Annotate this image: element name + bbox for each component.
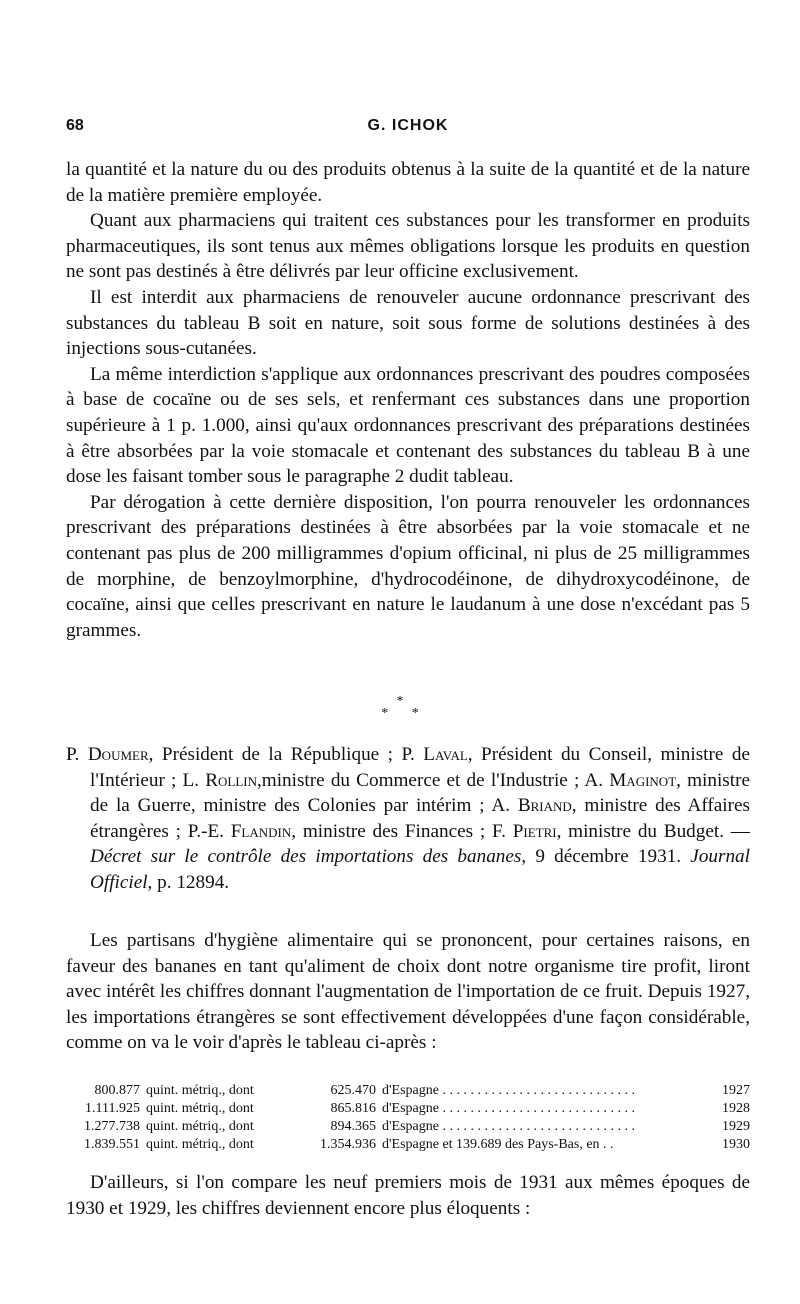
table-row — [66, 1118, 750, 1136]
quantity-cell: 1.111.925 — [85, 1101, 140, 1116]
unit-cell: quint. métriq., dont — [146, 1119, 254, 1134]
decree-text: , ministre des Finances ; F. — [291, 820, 513, 842]
leader-dots: . . . . . . . . . . . . . . . . . . . . . . . . . . . . — [438, 1119, 635, 1134]
decree-text: , 9 décembre 1931. — [521, 846, 691, 868]
paragraph-3: Il est interdit aux pharmaciens de renouveler aucune ordonnance prescrivant des substances du tableau B soit en nature, soit sous forme de solutions destinées à des injections sous-cutanées. — [66, 286, 750, 360]
origin-text: d'Espagne — [382, 1083, 439, 1098]
page-header — [66, 117, 750, 141]
origin-cell — [376, 1136, 706, 1154]
spain-cell: 865.816 — [330, 1101, 376, 1116]
name-laval: Laval — [423, 744, 468, 765]
table-row — [66, 1136, 750, 1154]
paragraph-1: la quantité et la nature du ou des produits obtenus à la suite de la quantité et de la nature de la matière première employée. — [66, 159, 750, 206]
decree-text: , ministre des Affaires étrangères ; P.-E. — [90, 795, 750, 842]
year-cell: 1927 — [722, 1083, 750, 1098]
journal-name: Journal Officiel — [90, 846, 750, 893]
origin-cell — [376, 1082, 706, 1100]
year-cell: 1930 — [722, 1137, 750, 1152]
origin-cell — [376, 1118, 706, 1136]
leader-dots: . . — [599, 1137, 614, 1152]
year-cell: 1929 — [722, 1119, 750, 1134]
leader-dots: . . . . . . . . . . . . . . . . . . . . . . . . . . . . — [438, 1101, 635, 1116]
decree-citation — [66, 742, 750, 896]
name-briand: Briand — [517, 795, 572, 817]
import-table — [66, 1082, 750, 1154]
paragraph-5: Par dérogation à cette dernière disposition, l'on pourra renouveler les ordonnances prescrivant des préparations destinées à être absorbées par la voie stomacale et ne contenant pas plus de 200 milligrammes d'opium officinal, ni plus de 25 milligrammes de morphine, de benzoylmorphine, d'hydrocodéinone, de dihydroxycodéinone, de cocaïne, ainsi que celles prescrivant en nature le laudanum à une dose n'excédant pas 5 grammes. — [66, 491, 750, 641]
bananas-text — [66, 928, 750, 1056]
separator-top: * — [396, 694, 404, 709]
name-maginot: Maginot — [609, 769, 677, 791]
origin-text: d'Espagne et 139.689 des Pays-Bas, en — [382, 1137, 600, 1152]
quantity-cell: 1.839.551 — [84, 1137, 140, 1152]
unit-cell: quint. métriq., dont — [146, 1101, 254, 1116]
decree-text: , ministre de la Guerre, ministre des Colonies par intérim ; A. — [90, 769, 750, 817]
name-pietri: Pietri — [512, 820, 557, 842]
decree-paragraph — [66, 742, 750, 896]
decree-text: P. — [66, 744, 88, 765]
paragraph-4: La même interdiction s'applique aux ordonnances prescrivant des poudres composées à base de cocaïne ou de ses sels, et renfermant ces substances dans une proportion supérieure à 1 p. 1.000, ainsi qu'aux ordonnances prescrivant des préparations destinées à être absorbées par la voie stomacale et contenant des substances du tableau B à une dose les faisant tomber sous le paragraphe 2 dudit tableau. — [66, 363, 750, 488]
decree-text: , ministre du Budget. — — [556, 820, 750, 842]
section-separator — [0, 696, 800, 720]
paragraph-bananas: Les partisans d'hygiène alimentaire qui se prononcent, pour certaines raisons, en faveur des bananes en tant qu'aliment de choix dont notre organisme tire profit, liront avec intérêt les chiffres donnant l'augmentation de l'importation de ce fruit. Depuis 1927, les importations étrangères se sont effectivement développées d'une façon considérable, comme on va le voir d'après le tableau ci-après : — [66, 930, 750, 1054]
table-row — [66, 1100, 750, 1118]
decree-title: Décret sur le contrôle des importations des bananes — [90, 846, 522, 868]
spain-cell: 625.470 — [330, 1083, 376, 1098]
leader-dots: . . . . . . . . . . . . . . . . . . . . . . . . . . . . — [438, 1083, 635, 1098]
table-row — [66, 1082, 750, 1100]
unit-cell: quint. métriq., dont — [146, 1083, 254, 1098]
decree-text: ,ministre du Commerce et de l'Industrie ; A. — [256, 769, 610, 791]
name-doumer: Doumer — [87, 744, 149, 765]
year-cell: 1928 — [722, 1101, 750, 1116]
decree-text: , p. 12894. — [147, 871, 230, 893]
decree-text: , Président de la République ; P. — [148, 744, 424, 765]
name-flandin: Flandin — [230, 820, 292, 842]
spain-cell: 894.365 — [330, 1119, 376, 1134]
body-text — [66, 157, 750, 643]
spain-cell: 1.354.936 — [320, 1137, 376, 1152]
origin-text: d'Espagne — [382, 1101, 439, 1116]
paragraph-2: Quant aux pharmaciens qui traitent ces substances pour les transformer en produits pharmaceutiques, ils sont tenus aux mêmes obligations lorsque les produits en question ne sont pas destinés à être délivrés par leur officine exclusivement. — [66, 210, 750, 283]
final-text — [66, 1170, 750, 1221]
unit-cell: quint. métriq., dont — [146, 1137, 254, 1152]
origin-text: d'Espagne — [382, 1119, 439, 1134]
name-rollin: Rollin — [205, 769, 257, 791]
page-number: 68 — [66, 117, 84, 134]
paragraph-final: D'ailleurs, si l'on compare les neuf premiers mois de 1931 aux mêmes époques de 1930 et 1929, les chiffres deviennent encore plus éloquents : — [66, 1172, 750, 1219]
quantity-cell: 1.277.738 — [84, 1119, 140, 1134]
quantity-cell: 800.877 — [94, 1083, 140, 1098]
origin-cell — [376, 1100, 706, 1118]
decree-text: , Président du Conseil, ministre de l'Intérieur ; L. — [90, 744, 750, 791]
running-head: G. ICHOK — [367, 117, 449, 134]
separator-bottom: * * — [381, 706, 429, 721]
